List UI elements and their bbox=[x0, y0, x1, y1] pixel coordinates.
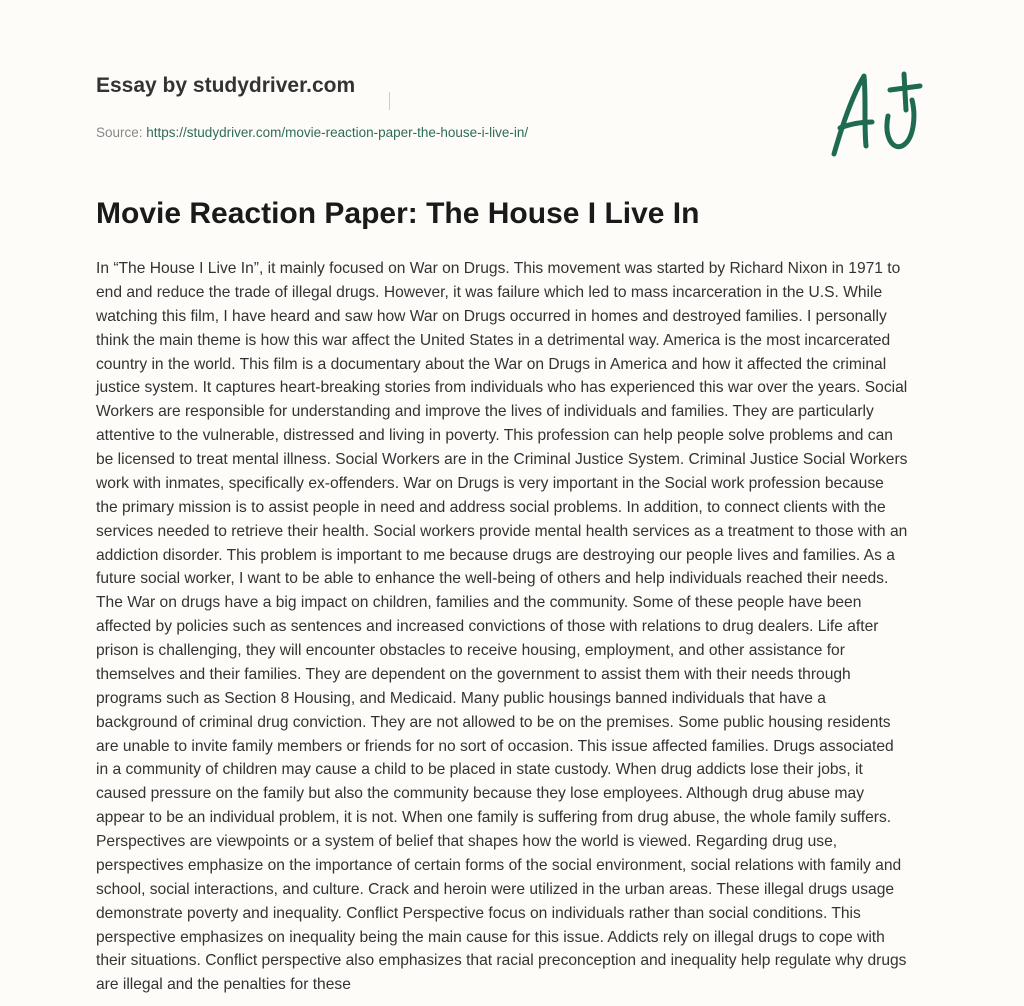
source-line bbox=[96, 125, 528, 140]
essay-line: The War on drugs have a big impact on children, families and the community. Some of these people have been bbox=[96, 594, 862, 612]
essay-line: in a community of children may cause a child to be placed in state custody. When drug addicts lose their jobs, it bbox=[96, 761, 863, 779]
brand-title: Essay by studydriver.com bbox=[96, 74, 356, 97]
essay-line: work with inmates, specifically ex-offenders. War on Drugs is very important in the Social work profession because bbox=[96, 474, 884, 492]
essay-line: Perspectives are viewpoints or a system of belief that shapes how the world is viewed. Regarding drug use, bbox=[96, 833, 838, 850]
source-label: Source: bbox=[96, 125, 147, 140]
essay-line: their situations. Conflict perspective also emphasizes that racial preconception and inequality help regulate why drugs bbox=[96, 952, 907, 970]
essay-line: justice system. It captures heart-breaking stories from individuals who has experienced this war over the years. Social bbox=[96, 379, 908, 397]
divider bbox=[389, 92, 390, 110]
essay-line: In “The House I Live In”, it mainly focused on War on Drugs. This movement was started by Richard Nixon in 1971 to bbox=[96, 260, 901, 277]
essay-line: background of criminal drug conviction. They are not allowed to be on the premises. Some public housing residents bbox=[96, 713, 891, 731]
essay-line: addiction disorder. This problem is important to me because drugs are destroying our people lives and families. As a bbox=[96, 546, 895, 564]
essay-line: prison is challenging, they will encounter obstacles to receive housing, employment, and other assistance for bbox=[96, 642, 845, 659]
essay-line: perspectives emphasize on the importance of certain forms of the social environment, social relations with family and bbox=[96, 856, 902, 874]
essay-line: country in the world. This film is a documentary about the War on Drugs in America and how it affected the criminal bbox=[96, 355, 887, 373]
essay-line: school, social interactions, and culture. Crack and heroin were utilized in the urban areas. These illegal drugs usage bbox=[96, 880, 895, 898]
page-title: Movie Reaction Paper: The House I Live In bbox=[96, 197, 700, 230]
essay-line: are illegal and the penalties for these bbox=[96, 976, 351, 994]
essay-line: caused pressure on the family but also the community because they lose employees. Although drug abuse may bbox=[96, 785, 864, 803]
essay-body bbox=[96, 257, 907, 997]
essay-line: affected by policies such as sentences and increased convictions of those with relations to drug dealers. Life after bbox=[96, 618, 879, 636]
essay-line: demonstrate poverty and inequality. Conflict Perspective focus on individuals rather than social conditions. This bbox=[96, 904, 861, 922]
essay-line: attentive to the vulnerable, distressed and living in poverty. This profession can help people solve problems and can bbox=[96, 427, 893, 445]
essay-line: watching this film, I have heard and saw how War on Drugs occurred in homes and destroyed families. I personally bbox=[96, 307, 887, 325]
essay-line: are unable to invite family members or friends for no sort of occasion. This issue affected families. Drugs associated bbox=[96, 737, 894, 755]
essay-line: programs such as Section 8 Housing, and Medicaid. Many public housings banned individuals that have a bbox=[96, 689, 826, 707]
essay-line: Workers are responsible for understanding and improve the lives of individuals and families. They are particularly bbox=[96, 403, 874, 421]
essay-line: future social worker, I want to be able to enhance the well-being of others and help individuals reached their needs. bbox=[96, 570, 889, 588]
essay-line: services needed to retrieve their health. Social workers provide mental health services as a treatment to those with an bbox=[96, 522, 908, 540]
essay-line: themselves and their families. They are dependent on the government to assist them with their needs through bbox=[96, 665, 851, 683]
essay-line: think the main theme is how this war affect the United States in a detrimental way. America is the most incarcerated bbox=[96, 331, 891, 349]
essay-line: appear to be an individual problem, it is not. When one family is suffering from drug abuse, the whole family suffers. bbox=[96, 809, 892, 827]
essay-line: perspective emphasizes on inequality being the main cause for this issue. Addicts rely on illegal drugs to cope with bbox=[96, 928, 885, 946]
a-plus-logo-icon bbox=[820, 66, 930, 166]
essay-line: be licensed to treat mental illness. Social Workers are in the Criminal Justice System. Criminal Justice Social Workers bbox=[96, 451, 908, 468]
essay-line: end and reduce the trade of illegal drugs. However, it was failure which led to mass incarceration in the U.S. While bbox=[96, 283, 883, 301]
essay-line: the primary mission is to assist people in need and address social problems. In addition, to connect clients with the bbox=[96, 498, 886, 516]
source-link[interactable]: https://studydriver.com/movie-reaction-paper-the-house-i-live-in/ bbox=[146, 125, 529, 140]
